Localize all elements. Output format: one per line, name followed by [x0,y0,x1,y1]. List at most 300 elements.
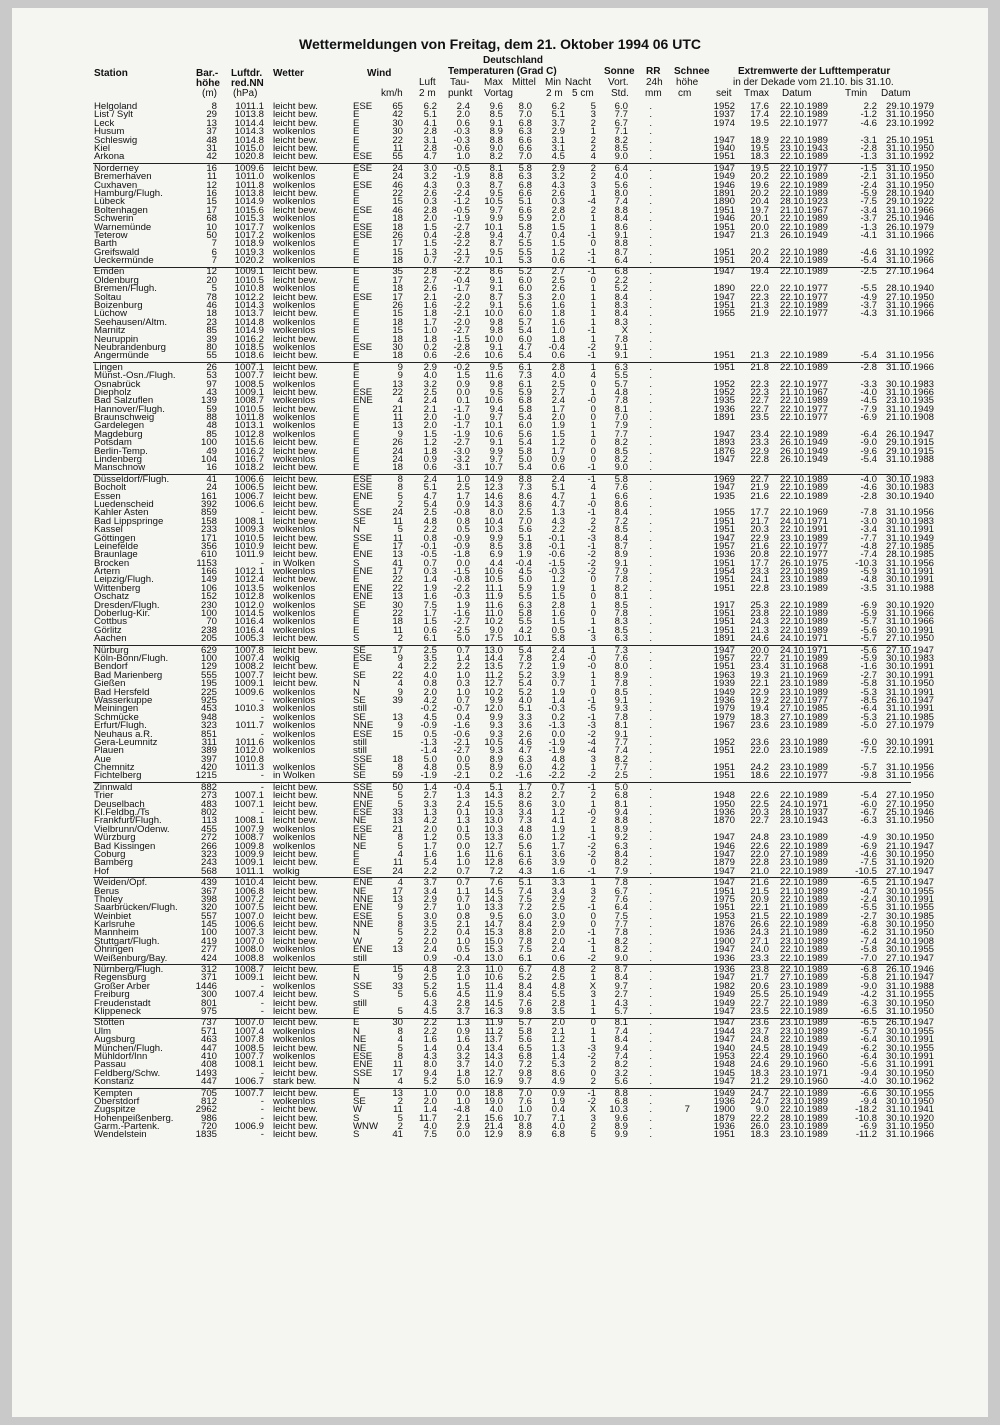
cell-station: Ueckermünde [94,255,154,266]
cell-luftdr: 1010.9 [234,540,264,552]
cell-bar: 410 [200,1050,217,1062]
cell-nacht: 2 [590,790,596,802]
cell-sonne: 9.1 [614,229,628,241]
cell-tmax: 24.0 [750,944,769,956]
cell-sonne: 8.5 [614,686,628,698]
cell-min: 1.3 [551,1042,565,1054]
cell-seit: 1951 [713,204,735,216]
cell-station: Aachen [94,633,127,645]
cell-taupunkt: 0.6 [456,117,470,129]
cell-station: Würzburg [94,832,136,844]
cell-tmin-date: 31.10.1988 [885,454,934,465]
cell-max: 10.5 [484,736,503,748]
cell-bar: 439 [200,877,217,889]
cell-station: Greifswald [94,246,140,258]
cell-wetter: in Wolken [273,770,315,782]
cell-sonne: 5.7 [614,378,628,390]
cell-nacht: 1 [590,187,596,199]
cell-tmin-date: 30.10.1991 [885,893,934,905]
cell-sonne: 7.4 [614,196,628,208]
cell-tmax: 22.0 [750,848,769,860]
cell-tmin: -10.3 [855,557,877,569]
cell-nacht: -2 [587,952,596,964]
cell-wetter: wolkenlos [273,823,316,835]
cell-luft: 2.2 [423,1017,437,1029]
cell-tmax: 24.6 [750,1059,769,1071]
cell-wetter: leicht bew. [273,437,318,449]
cell-mittel: 5.8 [518,403,532,415]
cell-nacht: 0 [590,412,596,423]
cell-station: Emden [94,266,125,278]
cell-tmin: -4.9 [860,291,877,303]
cell-luftdr: 1013.1 [234,420,264,432]
cell-tmax-date: 22.10.1989 [779,566,828,578]
cell-max: 9.9 [489,711,503,723]
cell-mittel: 8.6 [518,798,532,810]
cell-wetter: wolkenlos [273,980,316,992]
cell-wetter: leicht bew. [273,370,318,382]
cell-taupunkt: -2.0 [453,316,470,328]
cell-tmin-date: 29.10.1915 [885,445,934,457]
cell-luftdr: - [260,1095,264,1107]
cell-rr: . [649,255,652,266]
cell-bar: 1835 [195,1129,217,1141]
header-vort: Vort. [608,77,629,88]
cell-station: Arkona [94,151,125,163]
cell-rr: . [649,126,652,138]
cell-mittel: 5.4 [518,412,532,423]
cell-min: 2.5 [551,972,565,984]
cell-tmin: -4.0 [860,1076,877,1088]
cell-tmax-date: 26.10.1949 [779,229,828,241]
cell-tmax-date: 22.10.1989 [779,616,828,628]
cell-tmin: -4.6 [860,117,877,129]
header-punkt: punkt [448,88,473,99]
cell-tmax: 25.5 [750,989,769,1001]
cell-luft: 3.0 [423,910,437,922]
cell-nacht: -2 [587,566,596,578]
cell-tmax-date: 22.10.1989 [779,1104,828,1116]
cell-min: -1.3 [548,720,565,732]
cell-tmin-date: 31.10.1966 [885,229,934,241]
cell-wind-speed: 41 [392,557,403,569]
cell-mittel: 7.0 [518,109,532,121]
cell-sonne: 8.5 [614,445,628,457]
cell-wind-speed: 8 [397,919,403,930]
cell-seit: 1946 [713,179,735,191]
cell-rr: . [649,1129,652,1141]
cell-tmax-date: 23.10.1989 [779,574,828,586]
cell-seit: 1951 [713,515,735,527]
cell-wind-dir: E [353,308,360,320]
cell-tmax: 23.3 [750,952,769,964]
cell-max: 12.7 [484,840,503,852]
cell-tmax-date: 22.10.1989 [779,1087,828,1099]
cell-luftdr: 1010.5 [234,532,264,544]
cell-mittel: 6.1 [518,378,532,390]
header-std: Std. [611,88,629,99]
cell-min: 3.6 [551,848,565,860]
cell-mittel: 5.7 [518,316,532,328]
cell-tmin: -10.5 [855,865,877,877]
cell-seit: 1948 [713,1059,735,1071]
cell-wind-dir: E [353,445,360,457]
cell-wind-dir: E [353,848,360,860]
cell-mittel: 6.0 [518,308,532,320]
cell-tmin: -5.6 [860,644,877,656]
cell-tmax: 24.7 [750,1095,769,1107]
cell-bar: 2962 [195,1104,217,1116]
cell-nacht: -0 [587,498,596,510]
cell-mittel: 8.6 [518,490,532,502]
cell-nacht: 5 [590,1129,596,1141]
cell-min: -0.3 [548,703,565,715]
cell-bar: 5 [211,283,217,295]
cell-tmin: -2.1 [860,171,877,183]
cell-tmax-date: 22.10.1989 [779,877,828,889]
cell-tmax-date: 22.10.1989 [779,473,828,485]
cell-wind-dir: E [353,437,360,449]
cell-nacht: 2 [590,204,596,216]
cell-station: München/Flugh. [94,1042,163,1054]
cell-luftdr: 1018.5 [234,341,264,353]
cell-rr: . [649,204,652,216]
cell-seit: 1951 [713,1129,735,1141]
cell-luft: 1.6 [423,1034,437,1046]
cell-tmax-date: 23.10.1989 [779,1129,828,1141]
cell-mittel: 6.3 [518,599,532,611]
cell-tmax: 20.0 [750,644,769,656]
cell-luft: 1.7 [423,608,437,619]
cell-tmin: -6.5 [860,1017,877,1029]
cell-bar: 1153 [196,557,217,569]
cell-wetter: wolkenlos [273,686,316,698]
cell-wetter: leicht bew. [273,848,318,860]
cell-tmin: -4.6 [860,848,877,860]
cell-tmin: -7.8 [860,507,877,519]
cell-station: Konstanz [94,1076,135,1088]
cell-taupunkt: 0.0 [456,1129,470,1141]
header-min: Min [545,77,562,88]
cell-bar: 7 [211,238,217,250]
cell-luftdr: 1010.5 [234,403,264,415]
table-row [0,772,1000,780]
cell-seit: 1954 [713,566,735,578]
cell-tmax: 21.0 [750,865,769,877]
cell-station: Vielbrunn/Odenw. [94,823,170,835]
cell-mittel: 7.0 [518,515,532,527]
cell-luftdr: 1007.4 [234,989,264,1001]
cell-tmax-date: 23.10.1989 [779,832,828,844]
cell-wind-dir: E [353,1005,360,1017]
cell-taupunkt: -2.5 [453,624,470,636]
cell-wind-dir: E [353,325,360,337]
cell-nacht: 3 [590,753,596,765]
cell-nacht: X [589,1104,596,1116]
cell-max: 8.1 [489,162,503,174]
cell-wind-dir: E [353,266,360,278]
cell-wind-speed: 18 [392,462,403,474]
cell-taupunkt: 0.9 [456,1025,470,1037]
cell-nacht: -3 [587,532,596,544]
cell-wind-dir: SE [353,599,366,611]
cell-tmin: -6.9 [860,1121,877,1132]
cell-max: 9.5 [489,386,503,398]
header-vortag: Vortag [484,88,513,99]
cell-min: 5.5 [551,989,565,1001]
cell-luftdr: 1007.2 [234,893,264,905]
cell-tmax-date: 21.10.1967 [779,386,828,398]
cell-seit: 1945 [713,1067,735,1079]
cell-tmax: 23.6 [750,1017,769,1029]
cell-nacht: -2 [587,549,596,561]
table-row [0,153,1000,161]
cell-max: 9.9 [489,213,503,225]
cell-wind-dir: WNW [353,1121,379,1132]
cell-wind-speed: 18 [392,753,403,765]
cell-mittel: 6.6 [518,134,532,146]
cell-wind-speed: 18 [392,213,403,225]
cell-wetter: wolkenlos [273,711,316,723]
cell-taupunkt: -2.2 [453,238,470,250]
cell-min: 0.4 [551,229,565,241]
cell-bar: 447 [200,1042,217,1054]
cell-mittel: 6.0 [518,832,532,844]
cell-min: 2.4 [551,644,565,656]
cell-wetter: leicht bew. [273,1121,318,1132]
cell-mittel: -0.4 [515,557,532,569]
cell-max: 9.5 [489,910,503,922]
cell-wind-dir: ENE [353,566,373,578]
cell-rr: . [649,574,652,586]
cell-tmax-date: 22.10.1989 [779,266,828,278]
cell-seit: 1947 [713,1017,735,1029]
header-min-2m: 2 m [546,88,563,99]
cell-sonne: 7.7 [614,428,628,440]
cell-tmin: -3.7 [860,213,877,225]
cell-luft: 1.7 [423,840,437,852]
cell-mittel: 6.6 [518,857,532,869]
cell-sonne: 8.9 [614,669,628,681]
cell-tmax: 22.0 [750,745,769,757]
cell-rr: . [649,412,652,423]
cell-wetter: wolkenlos [273,952,316,964]
cell-luft: 3.7 [423,877,437,889]
cell-min: 5.8 [551,633,565,645]
cell-tmin-date: 21.10.1947 [885,877,934,889]
cell-wind-speed: 9 [397,720,403,732]
cell-tmin: -9.6 [860,445,877,457]
cell-wetter: leicht bew. [273,549,318,561]
cell-luft: 1.4 [423,574,437,586]
cell-taupunkt: 0.5 [456,944,470,956]
cell-station: Leinefelde [94,540,139,552]
cell-wind-speed: 59 [392,770,403,782]
cell-wind-dir: E [353,187,360,199]
cell-wind-speed: 33 [392,980,403,992]
cell-wind-speed: 39 [392,694,403,706]
cell-luftdr: 1016.2 [234,445,264,457]
cell-sonne: 5.6 [614,1076,628,1088]
cell-bar: 37 [206,126,217,138]
cell-taupunkt: 2.0 [456,109,470,121]
cell-rr: . [649,246,652,258]
cell-tmax: 22.8 [750,857,769,869]
cell-tmin: -5.8 [860,944,877,956]
cell-max: 9.1 [489,283,503,295]
cell-min: 6.8 [551,1129,565,1141]
cell-tmin-date: 27.10.1950 [885,291,934,303]
cell-seit: 1870 [713,815,735,827]
cell-max: 14.3 [484,498,503,510]
cell-tmax: 23.5 [750,412,769,423]
cell-tmax: 21.9 [750,308,769,320]
cell-mittel: 6.8 [518,395,532,407]
cell-luftdr: 1007.0 [234,1017,264,1029]
cell-sonne: 9.1 [614,341,628,353]
cell-wetter: leicht bew. [273,989,318,1001]
cell-wetter: wolkenlos [273,325,316,337]
cell-mittel: 6.3 [518,753,532,765]
cell-luft: 2.8 [423,126,437,138]
cell-max: 8.7 [489,291,503,303]
cell-wind-dir: SE [353,762,366,773]
cell-tmin: -4.0 [860,473,877,485]
cell-taupunkt: -0.4 [453,274,470,286]
cell-nacht: 3 [590,989,596,1001]
cell-rr: . [649,944,652,956]
cell-sonne: 8.0 [614,661,628,673]
cell-tmin-date: 31.10.1966 [885,608,934,619]
cell-wind-dir: E [353,420,360,432]
cell-luft: 4.8 [423,515,437,527]
cell-rr: . [649,283,652,295]
cell-nacht: 0 [590,403,596,415]
cell-rr: . [649,221,652,233]
cell-tmax: 17.7 [750,557,769,569]
cell-seit: 1947 [713,532,735,544]
cell-luft: 1.4 [423,1104,437,1116]
cell-taupunkt: -1.8 [453,549,470,561]
cell-station: Tholey [94,893,123,905]
cell-station: Boizenburg [94,300,143,311]
cell-taupunkt: -2.7 [453,616,470,628]
cell-wind-speed: 33 [392,807,403,818]
cell-tmax: 24.3 [750,616,769,628]
cell-tmin-date: 27.10.1947 [885,952,934,964]
cell-rr: . [649,919,652,930]
cell-sonne: 8.2 [614,753,628,765]
cell-station: Kassel [94,524,123,536]
cell-luftdr: 1008.1 [234,1059,264,1071]
cell-mittel: 5.7 [518,1017,532,1029]
cell-rr: . [649,832,652,844]
cell-tmin-date: 31.10.1950 [885,143,934,154]
cell-nacht: 3 [590,179,596,191]
cell-station: Schmücke [94,711,139,723]
cell-wind-dir: E [353,624,360,636]
cell-nacht: 1 [590,616,596,628]
cell-station: Garm.-Partenk. [94,1121,160,1132]
cell-bar: 13 [206,117,217,129]
cell-wind-speed: 11 [393,143,403,154]
cell-wetter: leicht bew. [273,187,318,199]
cell-tmin-date: 30.10.1991 [885,661,934,673]
cell-tmax: 23.3 [750,566,769,578]
cell-tmin: -6.4 [860,1050,877,1062]
cell-bar: 737 [200,1017,217,1029]
cell-taupunkt: 1.7 [456,490,470,502]
cell-rr: . [649,1005,652,1017]
cell-min: 2.1 [551,1025,565,1037]
cell-rr: . [649,395,652,407]
cell-min: 4.1 [551,815,565,827]
cell-taupunkt: -1.9 [453,428,470,440]
cell-taupunkt: -3.0 [453,445,470,457]
cell-min: 4.8 [551,980,565,992]
cell-wind-dir: E [353,462,360,474]
cell-wind-speed: 55 [392,151,403,163]
cell-luft: -0.5 [420,549,437,561]
cell-taupunkt: 2.1 [456,1112,470,1124]
cell-min: 2.5 [551,378,565,390]
cell-rr: . [649,935,652,947]
cell-taupunkt: -2.6 [453,350,470,362]
cell-wind-speed: 8 [397,1025,403,1037]
cell-mittel: 6.1 [518,848,532,860]
cell-luftdr: 1008.7 [234,832,264,844]
cell-taupunkt: 1.6 [456,848,470,860]
cell-tmin: -5.4 [860,790,877,802]
cell-mittel: 5.4 [518,350,532,362]
cell-nacht: 1 [590,428,596,440]
cell-taupunkt: 1.0 [456,857,470,869]
cell-tmin: -5.5 [860,283,877,295]
cell-luftdr: 1006.5 [234,482,264,494]
cell-taupunkt: -2.7 [453,221,470,233]
cell-wind-dir: still [353,952,367,964]
cell-taupunkt: -0.5 [453,204,470,216]
cell-seit: 1949 [713,989,735,1001]
cell-tmax: 21.2 [750,1076,769,1088]
cell-luft: 2.2 [423,865,437,877]
cell-tmin-date: 31.10.1991 [885,566,934,578]
cell-max: 6.9 [489,549,503,561]
cell-sonne: 6.8 [614,790,628,802]
cell-sonne: 8.8 [614,1087,628,1099]
cell-wind-speed: 8 [397,762,403,773]
cell-mittel: 4.6 [518,736,532,748]
cell-wind-dir: E [353,246,360,258]
cell-sonne: 8.6 [614,498,628,510]
cell-luftdr: 1009.1 [234,857,264,869]
cell-taupunkt: 2.9 [456,1121,470,1132]
cell-tmin-date: 30.10.1955 [885,1087,934,1099]
cell-station: Oschatz [94,591,130,603]
cell-sonne: 6.0 [614,101,628,112]
cell-wetter: leicht bew. [273,204,318,216]
cell-seit: 1876 [713,445,735,457]
cell-luftdr: - [260,1129,264,1141]
cell-tmax: 22.3 [750,386,769,398]
cell-wind-speed: 13 [392,549,403,561]
cell-tmin: -7.9 [860,403,877,415]
cell-tmin: -4.8 [860,574,877,586]
cell-mittel: 5.2 [518,686,532,698]
cell-mittel: 5.6 [518,300,532,311]
cell-seit: 1936 [713,807,735,818]
cell-wind-speed: 42 [392,109,403,121]
